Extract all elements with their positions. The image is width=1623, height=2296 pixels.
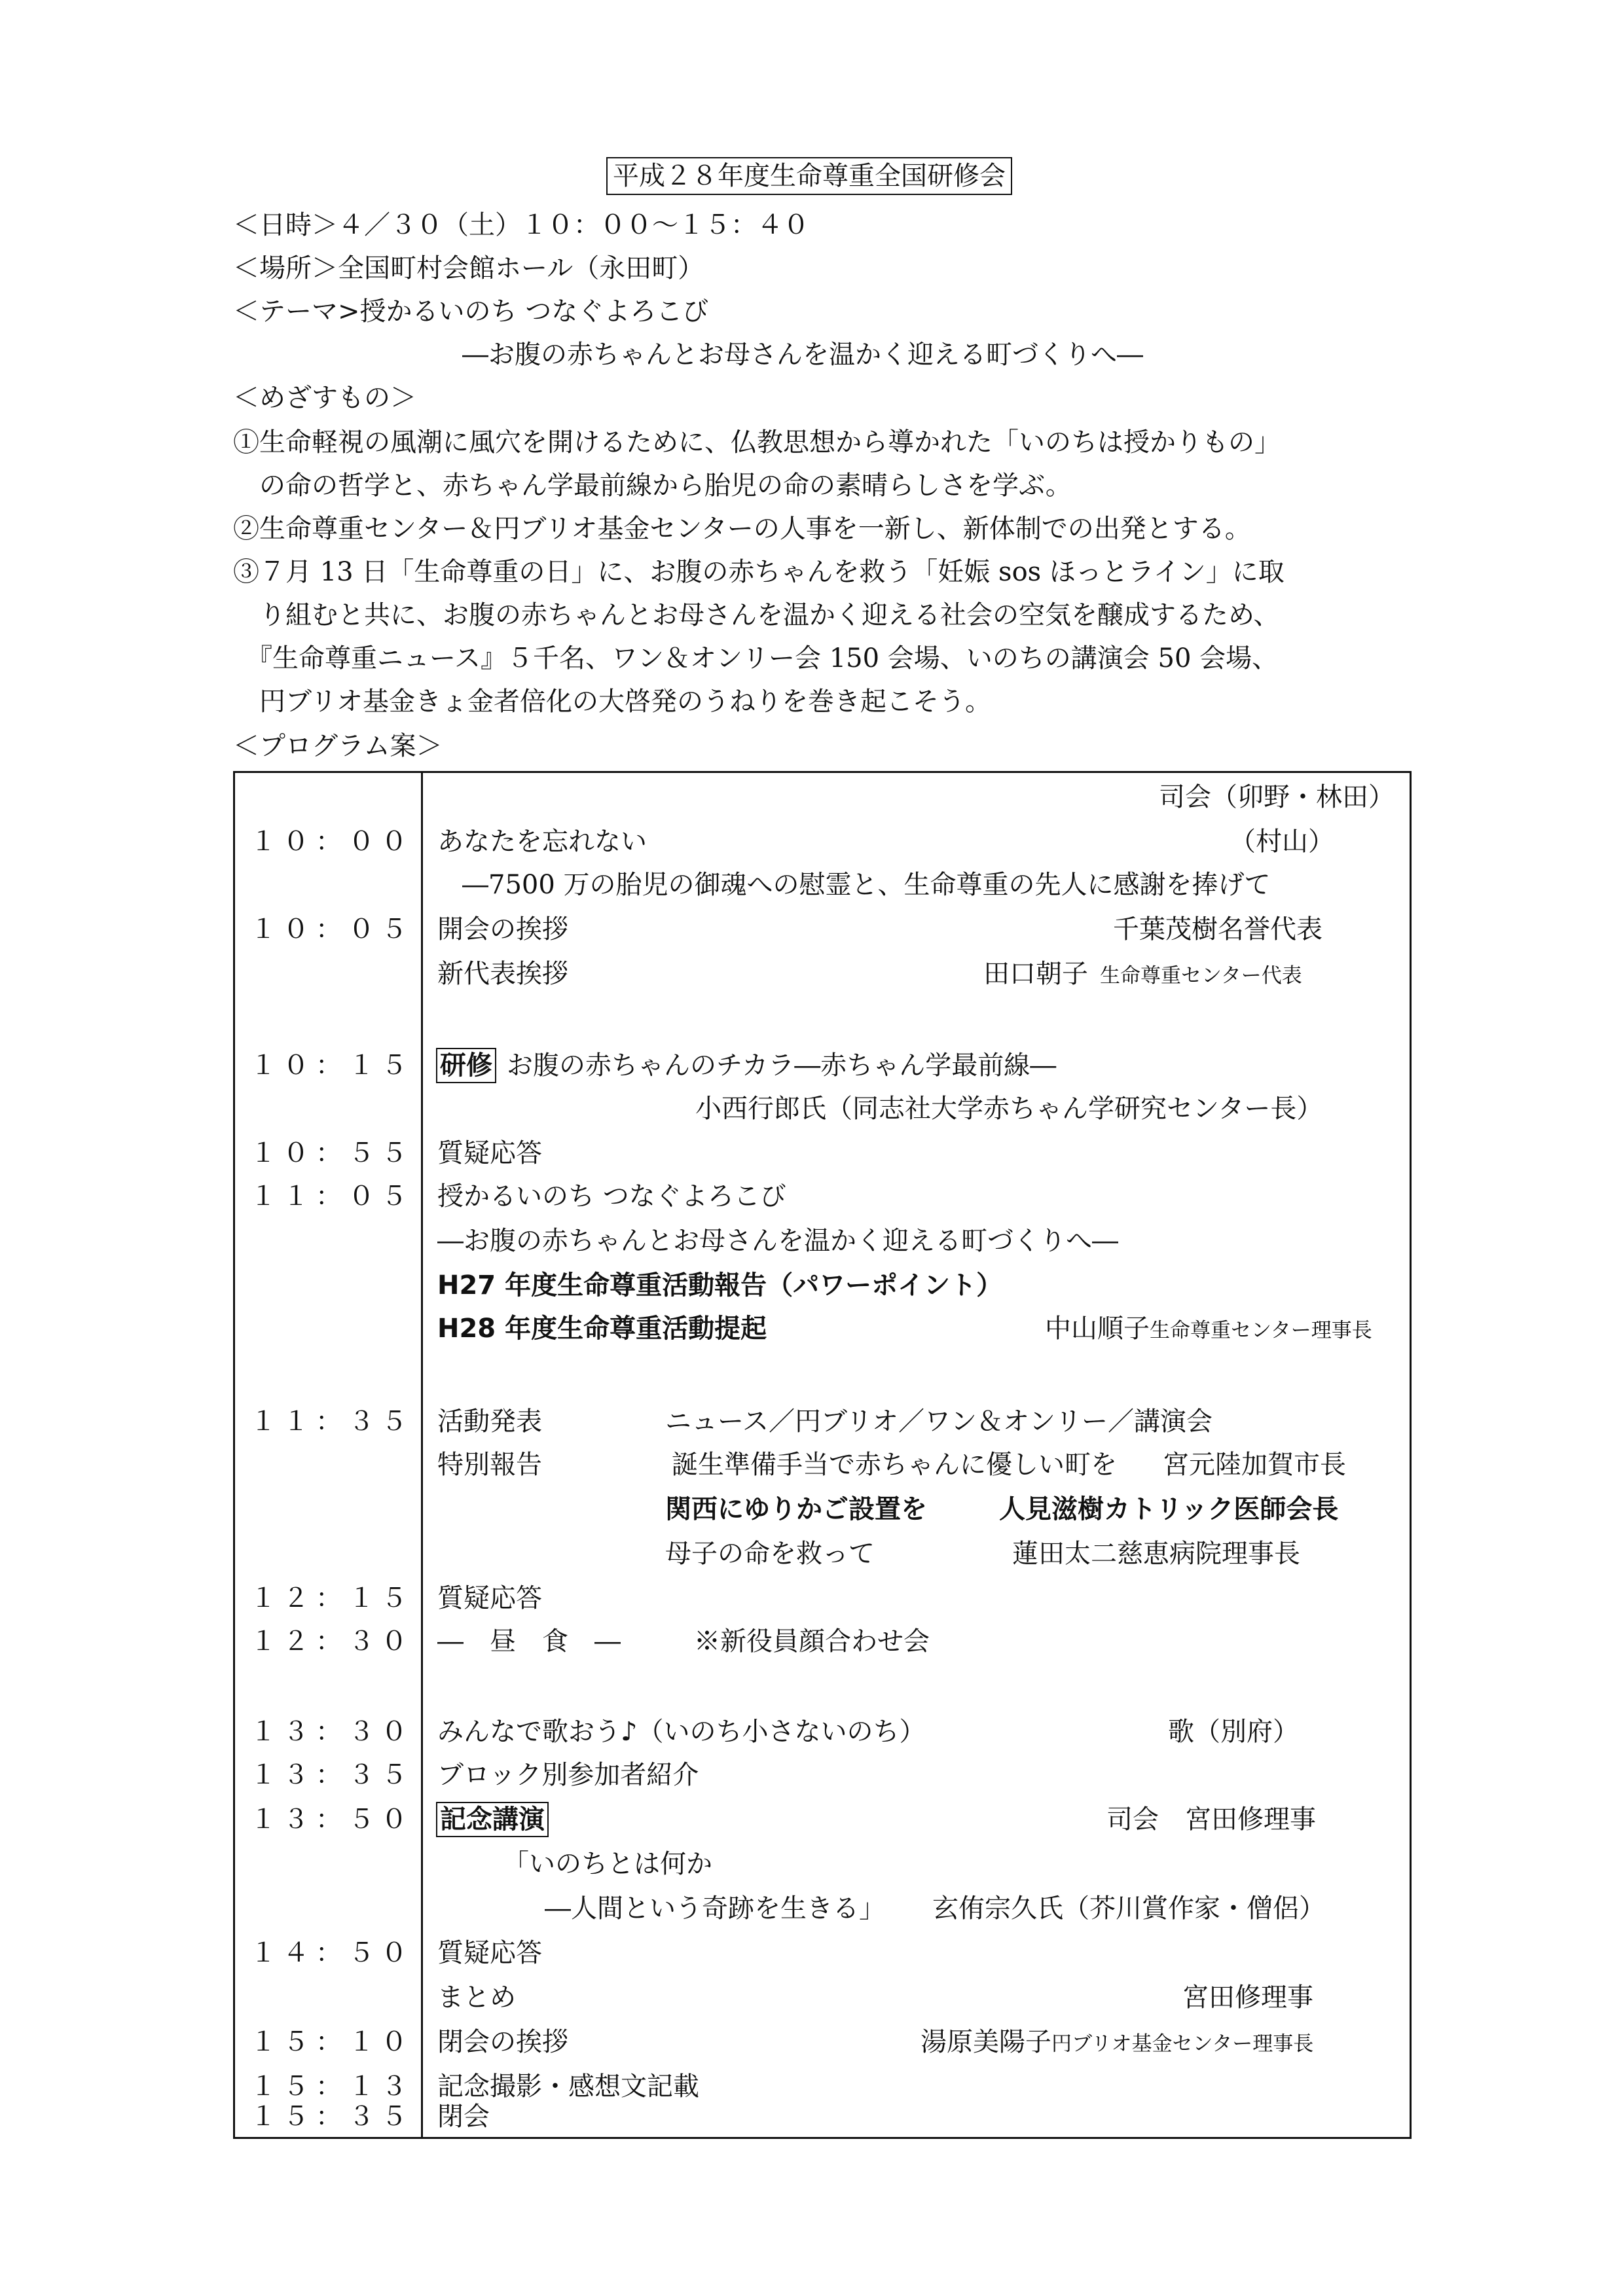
time-slot: １２：１５: [250, 1583, 414, 1613]
program-item: 質疑応答: [437, 1583, 542, 1613]
credit-title: 円ブリオ基金センター理事長: [1051, 2032, 1314, 2056]
theme-line: ＜テーマ>授かるいのち つなぐよろこび: [233, 296, 709, 327]
time-slot: １０：１５: [250, 1050, 414, 1081]
place-line: ＜場所＞全国町村会館ホール（永田町）: [233, 253, 704, 283]
program-item-detail: ニュース／円ブリオ／ワン＆オンリー／講演会: [665, 1407, 1213, 1437]
program-credit: （村山）: [1230, 827, 1334, 857]
program-item: [436, 1801, 549, 1838]
goal-line: ②生命尊重センター＆円ブリオ基金センターの人事を一新し、新体制での出発とする。: [233, 514, 1251, 544]
program-item: 特別報告: [437, 1450, 542, 1480]
program-item-sub: ―7500 万の胎児の御魂への慰霊と、生命尊重の先人に感謝を捧げて: [462, 870, 1271, 900]
program-item: 閉会: [437, 2102, 490, 2132]
time-slot: １０：５５: [250, 1138, 414, 1168]
time-slot: １５：１３: [250, 2072, 414, 2102]
time-slot: １５：１０: [250, 2027, 414, 2057]
program-item-detail: 誕生準備手当で赤ちゃんに優しい町を: [672, 1450, 1117, 1480]
program-item: [436, 1047, 1056, 1084]
program-item: 記念撮影・感想文記載: [437, 2072, 699, 2102]
time-slot: １５：３５: [250, 2102, 414, 2132]
program-item: H28 年度生命尊重活動提起: [437, 1314, 767, 1344]
goal-line: の命の哲学と、赤ちゃん学最前線から胎児の命の素晴らしさを学ぶ。: [233, 471, 1072, 501]
goals-label: ＜めざすもの＞: [233, 383, 416, 413]
program-item: ― 昼 食 ―: [437, 1626, 621, 1657]
program-credit: 宮田修理事: [1182, 1982, 1313, 2013]
goal-line: ①生命軽視の風潮に風穴を開けるために、仏教思想から導かれた「いのちは授かりもの」: [233, 427, 1281, 457]
program-credit: 千葉茂樹名誉代表: [1113, 914, 1322, 944]
program-item: 新代表挨拶: [437, 959, 568, 989]
time-slot: １１：３５: [250, 1407, 414, 1437]
time-slot: １０：００: [250, 827, 414, 857]
time-slot: １３：３０: [250, 1717, 414, 1747]
credit-name: 湯原美陽子: [921, 2027, 1051, 2057]
credit-title: 生命尊重センター理事長: [1150, 1319, 1372, 1342]
program-item: 授かるいのち つなぐよろこび: [437, 1181, 786, 1211]
program-credit: 宮元陸加賀市長: [1163, 1450, 1346, 1480]
mc-credit: 司会（卯野・林田）: [1159, 782, 1395, 812]
kenshu-title: お腹の赤ちゃんのチカラ―赤ちゃん学最前線―: [507, 1050, 1057, 1081]
program-item: 活動発表: [437, 1407, 542, 1437]
goal-line: 『生命尊重ニュース』５千名、ワン＆オンリー会 150 会場、いのちの講演会 50 会場、: [233, 643, 1279, 673]
program-label: ＜プログラム案＞: [233, 731, 443, 761]
program-item: 閉会の挨拶: [437, 2027, 568, 2057]
datetime-line: ＜日時＞４／３０（土）１０：００～１５：４０: [233, 210, 809, 240]
program-credit: [983, 956, 1302, 994]
document-title: 平成２８年度生命尊重全国研修会: [606, 157, 1012, 195]
program-credit: 人見滋樹カトリック医師会長: [999, 1494, 1339, 1524]
credit-name: 中山順子: [1045, 1314, 1150, 1344]
kenshu-tag: 研修: [436, 1048, 496, 1083]
program-item: H27 年度生命尊重活動報告（パワーポイント）: [437, 1270, 1003, 1300]
credit-name: 田口朝子: [983, 959, 1088, 989]
credit-title: 生命尊重センター代表: [1100, 964, 1302, 988]
goal-line: り組むと共に、お腹の赤ちゃんとお母さんを温かく迎える社会の空気を醸成するため、: [233, 600, 1280, 630]
time-slot: １３：３５: [250, 1760, 414, 1790]
goal-line: 円ブリオ基金きょ金者倍化の大啓発のうねりを巻き起こそう。: [233, 687, 991, 717]
program-credit: [1045, 1310, 1372, 1349]
program-item: 開会の挨拶: [437, 914, 568, 944]
theme-subtitle: ―お腹の赤ちゃんとお母さんを温かく迎える町づくりへ―: [462, 340, 1143, 370]
time-slot: １２：３０: [250, 1626, 414, 1657]
program-item: ブロック別参加者紹介: [437, 1760, 699, 1790]
program-credit: 小西行郎氏（同志社大学赤ちゃん学研究センター長）: [695, 1094, 1323, 1124]
program-item-sub: ―お腹の赤ちゃんとお母さんを温かく迎える町づくりへ―: [437, 1226, 1118, 1256]
program-item: あなたを忘れない: [437, 827, 647, 857]
time-slot: １４：５０: [250, 1938, 414, 1968]
program-credit: 歌（別府）: [1168, 1717, 1299, 1747]
program-item-detail: 関西にゆりかご設置を: [665, 1494, 927, 1524]
program-credit: 蓮田太二慈恵病院理事長: [1012, 1539, 1300, 1569]
program-credit: 司会 宮田修理事: [1106, 1804, 1316, 1835]
time-slot: １３：５０: [250, 1804, 414, 1835]
lecture-title: ―人間という奇跡を生きる」: [545, 1893, 885, 1924]
program-item-detail: 母子の命を救って: [665, 1539, 875, 1569]
lecture-tag: 記念講演: [436, 1802, 549, 1837]
program-table-divider: [421, 771, 423, 2139]
time-slot: １１：０５: [250, 1181, 414, 1211]
program-item: 質疑応答: [437, 1138, 542, 1168]
program-item-note: ※新役員顔合わせ会: [694, 1626, 930, 1657]
time-slot: １０：０５: [250, 914, 414, 944]
program-item: 質疑応答: [437, 1938, 542, 1968]
lecture-title: 「いのちとは何か: [503, 1849, 712, 1879]
goal-line: ③７月 13 日「生命尊重の日」に、お腹の赤ちゃんを救う「妊娠 sos ほっとライン」に取: [233, 557, 1285, 587]
program-item: みんなで歌おう♪（いのち小さないのち）: [437, 1717, 926, 1747]
program-credit: [921, 2024, 1313, 2062]
program-credit: 玄侑宗久氏（芥川賞作家・僧侶）: [932, 1893, 1325, 1924]
program-item: まとめ: [437, 1982, 516, 2013]
